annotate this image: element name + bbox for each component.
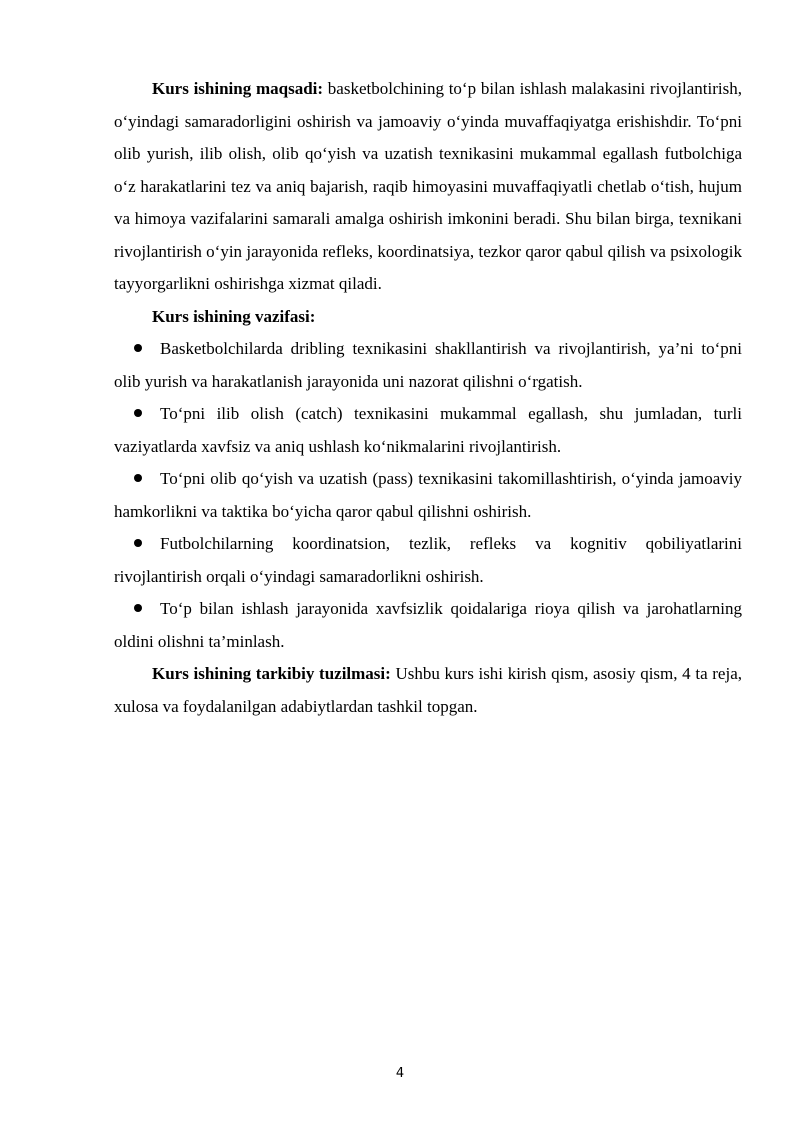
task-text: To‘pni olib qo‘yish va uzatish (pass) texnikasini takomillashtirish, o‘yinda jamoaviy hamkorlikni va taktika bo‘yicha qaror qabul qilishni oshirish.	[114, 469, 742, 521]
list-item	[114, 463, 742, 528]
purpose-paragraph	[114, 73, 742, 301]
list-item	[114, 528, 742, 593]
task-text: Basketbolchilarda dribling texnikasini shakllantirish va rivojlantirish, ya’ni to‘pni olib yurish va harakatlanish jarayonida uni nazorat qilishni o‘rgatish.	[114, 339, 742, 391]
structure-text: Ushbu kurs ishi kirish qism, asosiy qism, 4 ta reja, xulosa va foydalanilgan adabiytlardan tashkil topgan.	[114, 664, 742, 716]
page-number: 4	[395, 1066, 405, 1081]
purpose-text: basketbolchining to‘p bilan ishlash malakasini rivojlantirish, o‘yindagi samaradorligini oshirish va jamoaviy o‘yinda muvaffaqiyatga erishishdir. To‘pni olib yurish, ilib olish, olib qo‘yish va uzatish texnikasini mukammal egallash futbolchiga o‘z harakatlarini tez va aniq bajarish, raqib himoyasini muvaffaqiyatli chetlab o‘tish, hujum va himoya vazifalarini samarali amalga oshirish imkonini beradi. Shu bilan birga, texnikani rivojlantirish o‘yin jarayonida refleks, koordinatsiya, tezkor qaror qabul qilish va psixologik tayyorgarlikni oshirishga xizmat qiladi.	[114, 79, 742, 293]
bullet-icon	[134, 474, 142, 482]
task-text: To‘pni ilib olish (catch) texnikasini mukammal egallash, shu jumladan, turli vaziyatlarda xavfsiz va aniq ushlash ko‘nikmalarini rivojlantirish.	[114, 404, 742, 456]
list-item	[114, 398, 742, 463]
tasks-heading: Kurs ishining vazifasi:	[152, 306, 316, 326]
bullet-icon	[134, 409, 142, 417]
structure-label: Kurs ishining tarkibiy tuzilmasi:	[152, 664, 391, 683]
task-text: Futbolchilarning koordinatsion, tezlik, refleks va kognitiv qobiliyatlarini rivojlantirish orqali o‘yindagi samaradorlikni oshirish.	[114, 534, 742, 586]
structure-paragraph	[114, 658, 742, 723]
task-text: To‘p bilan ishlash jarayonida xavfsizlik qoidalariga rioya qilish va jarohatlarning oldini olishni ta’minlash.	[114, 599, 742, 651]
list-item	[114, 333, 742, 398]
bullet-icon	[134, 604, 142, 612]
purpose-label: Kurs ishining maqsadi:	[152, 79, 324, 98]
tasks-list	[114, 333, 742, 658]
bullet-icon	[134, 344, 142, 352]
bullet-icon	[134, 539, 142, 547]
page-content	[114, 73, 742, 723]
list-item	[114, 593, 742, 658]
